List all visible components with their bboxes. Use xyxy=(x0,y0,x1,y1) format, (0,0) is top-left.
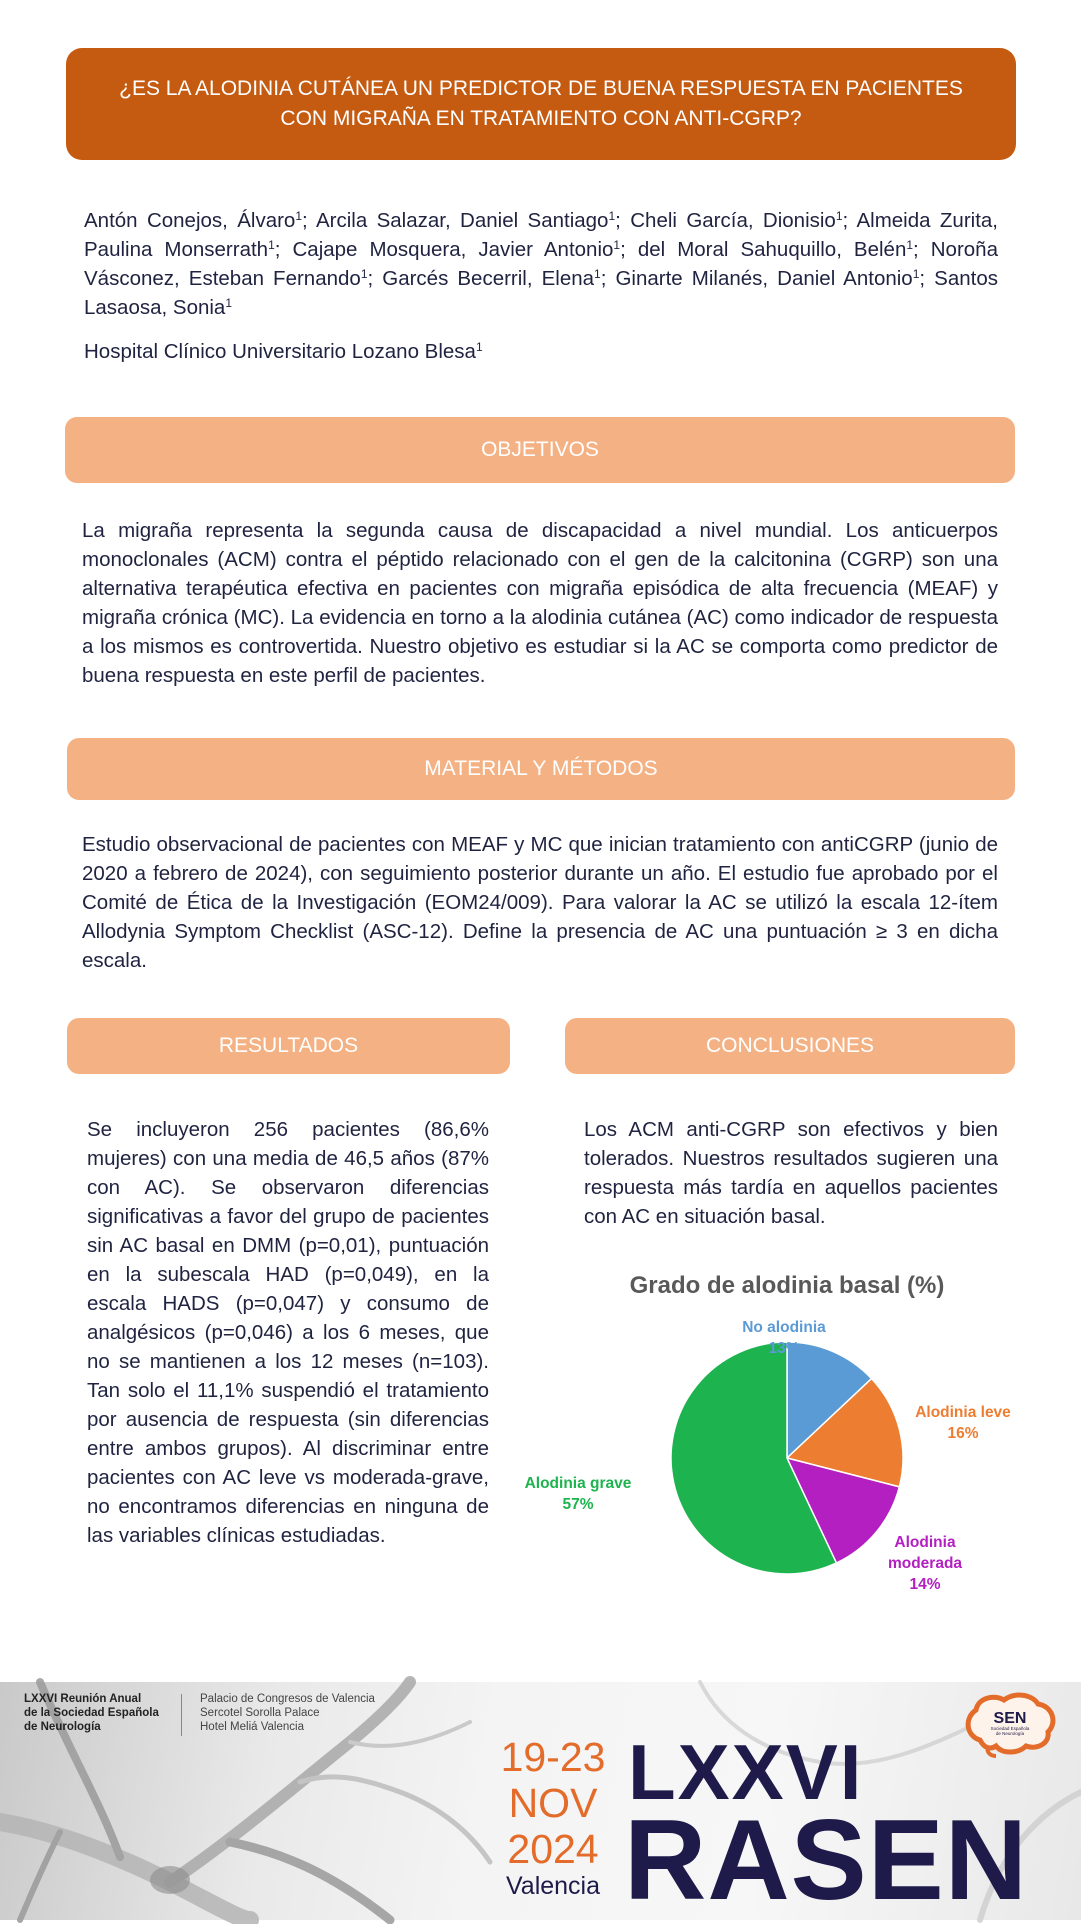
chart-title: Grado de alodinia basal (%) xyxy=(629,1272,945,1299)
author-name: Almeida Zurita, Paulina Monserrath xyxy=(84,209,998,261)
pie-label-alodinia-moderada: Alodinia moderada 14% xyxy=(887,1534,963,1593)
author-affiliation-mark: 1 xyxy=(835,209,843,223)
author-name: Garcés Becerril, Elena xyxy=(382,267,595,290)
author-name: Cheli García, Dionisio xyxy=(630,209,836,232)
resultados-text: Se incluyeron 256 pacientes (86,6% mujeres) con una media de 46,5 años (87% con AC). Se observaron diferencias significativas a favor del grupo de pacientes sin AC basal en DMM (p=0,01), puntuación en la subescala HAD (p=0,049), en la escala HADS (p=0,047) y consumo de analgésicos (p=0,046) a los 6 meses, que no se mantienen a los 12 meses (n=103). Tan solo el 11,1% suspendió el tratamiento por ausencia de respuesta (sin diferencias entre ambos grupos). Al discriminar entre pacientes con AC leve vs moderada-grave, no encontramos diferencias en ninguna de las variables clínicas estudiadas. xyxy=(87,1118,489,1547)
footer-venues xyxy=(200,1692,375,1734)
objetivos-text: La migraña representa la segunda causa de discapacidad a nivel mundial. Los anticuerpos monoclonales (ACM) contra el péptido relacionado con el gen de la calcitonina (CGRP) son una alternativa terapéutica efectiva en pacientes con migraña episódica de alta frecuencia (MEAF) y migraña crónica (MC). La evidencia en torno a la alodinia cutánea (AC) como indicador de respuesta a los mismos es controvertida. Nuestro objetivo es estudiar si la AC se comporta como predictor de buena respuesta en este perfil de pacientes. xyxy=(82,519,998,687)
author-name: Santos Lasaosa, Sonia xyxy=(84,267,998,319)
footer-year: 2024 xyxy=(507,1826,599,1872)
footer-dates xyxy=(478,1734,628,1872)
author-name: Noroña Vásconez, Esteban Fernando xyxy=(84,238,998,290)
footer-venue: Palacio de Congresos de Valencia xyxy=(200,1693,375,1705)
author-name: del Moral Sahuquillo, Belén xyxy=(637,238,907,261)
footer-banner xyxy=(0,1682,1081,1924)
pie-chart xyxy=(524,1262,1020,1602)
metodos-heading: MATERIAL Y MÉTODOS xyxy=(67,738,1015,800)
sen-logo-subtitle: Sociedad Española xyxy=(990,1726,1030,1731)
author-name: Cajape Mosquera, Javier Antonio xyxy=(292,238,614,261)
author-affiliation-mark: 1 xyxy=(906,238,914,252)
footer-edition: LXXVI xyxy=(628,1728,864,1816)
footer-city: Valencia xyxy=(505,1872,601,1900)
pie-label-alodinia-leve: Alodinia leve 16% xyxy=(915,1404,1011,1442)
sen-logo-subtitle: de Neurología xyxy=(995,1731,1025,1736)
footer-meeting-name xyxy=(24,1692,184,1734)
pie-label-alodinia-grave: Alodinia grave 57% xyxy=(524,1475,632,1513)
metodos-text: Estudio observacional de pacientes con MEAF y MC que inician tratamiento con antiCGRP (junio de 2020 a febrero de 2024), con seguimiento posterior durante un año. El estudio fue aprobado por el Comité de Ética de la Investigación (EOM24/009). Para valorar la AC se utilizó la escala 12-ítem Allodynia Symptom Checklist (ASC-12). Define la presencia de AC una puntuación ≥ 3 en dicha escala. xyxy=(82,833,998,972)
footer-brand: RASEN xyxy=(624,1797,1029,1924)
poster-title: ¿ES LA ALODINIA CUTÁNEA UN PREDICTOR DE BUENA RESPUESTA EN PACIENTES CON MIGRAÑA EN TRATAMIENTO CON ANTI-CGRP? xyxy=(66,48,1016,160)
footer-meeting-line: LXXVI Reunión Anual xyxy=(24,1693,142,1705)
affiliation-name: Hospital Clínico Universitario Lozano Blesa xyxy=(84,340,476,363)
footer-divider xyxy=(181,1694,182,1736)
author-affiliation-mark: 1 xyxy=(360,267,368,281)
author-affiliation-mark: 1 xyxy=(295,209,303,223)
footer-meeting-line: de Neurología xyxy=(24,1721,101,1733)
footer-days: 19-23 xyxy=(500,1734,606,1780)
objetivos-heading: OBJETIVOS xyxy=(65,417,1015,483)
conclusiones-text: Los ACM anti-CGRP son efectivos y bien tolerados. Nuestros resultados sugieren una respuesta más tardía en aquellos pacientes con AC en situación basal. xyxy=(584,1118,998,1228)
author-affiliation-mark: 1 xyxy=(613,238,621,252)
author-name: Ginarte Milanés, Daniel Antonio xyxy=(615,267,913,290)
author-name: Arcila Salazar, Daniel Santiago xyxy=(315,209,609,232)
author-affiliation-mark: 1 xyxy=(912,267,920,281)
author-list: Antón Conejos, Álvaro$^1$; Arcila Salazar, Daniel Santiago$^1$; Cheli García, Dionisio$^1$; Almeida Zurita, Paulina Monserrath$^1$; Cajape Mosquera, Javier Antonio$^1$; del Moral Sahuquillo, Belén$^1$; Noroña Vásconez, Esteban Fernando$^1$; Garcés Becerril, Elena$^1$; Ginarte Milanés, Daniel Antonio$^1$; Santos Lasaosa, Sonia$^1$ xyxy=(84,209,998,319)
author-affiliation-mark: 1 xyxy=(225,296,233,310)
author-affiliation-mark: 1 xyxy=(608,209,616,223)
pie-label-no-alodinia: No alodinia 13% xyxy=(742,1319,826,1357)
sen-logo-icon xyxy=(960,1690,1060,1760)
footer-meeting-line: de la Sociedad Española xyxy=(24,1707,159,1719)
footer-venue: Hotel Meliá Valencia xyxy=(200,1721,304,1733)
affiliation-mark: 1 xyxy=(475,340,483,354)
affiliation xyxy=(84,340,483,364)
resultados-heading: RESULTADOS xyxy=(67,1018,510,1074)
author-affiliation-mark: 1 xyxy=(268,238,275,252)
author-name: Antón Conejos, Álvaro xyxy=(84,209,296,232)
conclusiones-heading: CONCLUSIONES xyxy=(565,1018,1015,1074)
sen-logo-abbr: SEN xyxy=(993,1710,1027,1727)
author-affiliation-mark: 1 xyxy=(594,267,601,281)
footer-venue: Sercotel Sorolla Palace xyxy=(200,1707,320,1719)
footer-month: NOV xyxy=(508,1780,598,1826)
